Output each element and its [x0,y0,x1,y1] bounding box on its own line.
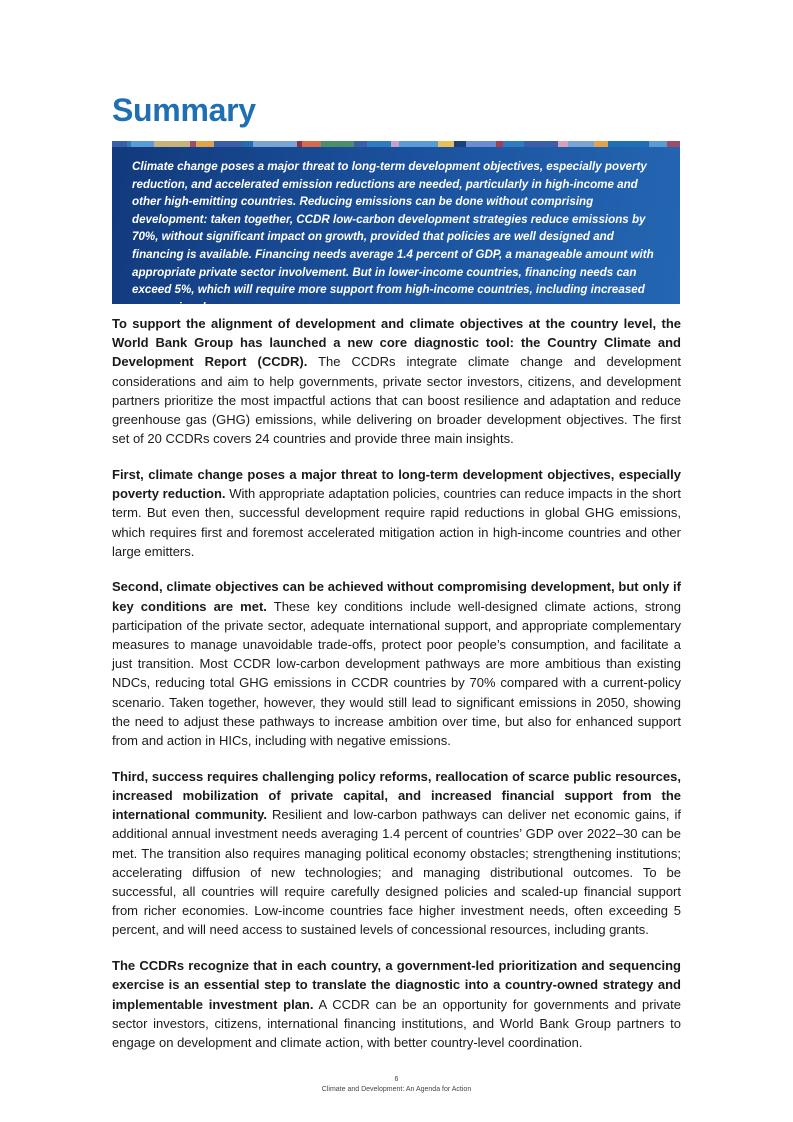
paragraph-body: These key conditions include well-designed climate actions, strong participation of the private sector, adequate international support, and appropriate complementary measures to manage unavoidable trade-offs, protect poor people’s consumption, and facilitate a just transition. Most CCDR low-carbon development pathways are more ambitious than existing NDCs, reducing total GHG emissions in CCDR countries by 70% compared with a current-policy scenario. Taken together, however, they would still lead to significant emissions in 2050, showing the need to adjust these pathways to increase ambition over time, but also for enhanced support from and action in HICs, including with negative emissions. [112,598,682,749]
paragraph-intro [112,314,681,448]
page-number: 6 [394,1076,399,1083]
paragraph-lead: Third, success requires challenging policy reforms, reallocation of scarce public resources, increased mobilization of private capital, and increased financial support from the international community. [112,768,681,823]
paragraph-conclusion [112,956,681,1052]
summary-box [112,147,680,314]
paragraph-body: With appropriate adaptation policies, countries can reduce impacts in the short term. But even then, successful development require rapid reductions in global GHG emissions, which requires first and foremost accelerated mitigation action in high-income countries and other large emitters. [112,486,681,559]
paragraph-lead: The CCDRs recognize that in each country, a government-led prioritization and sequencing exercise is an essential step to translate the diagnostic into a country-owned strategy and implementable investment plan. [112,958,681,1012]
summary-text: Climate change poses a major threat to long-term development objectives, especially poverty reduction, and accelerated emission reductions are needed, particularly in high-income and other high-emitting countries. Reducing emissions can be done without comprising development: taken together, CCDR low-carbon development strategies reduce emissions by 70%, without significant impact on growth, provided that policies are well designed and financing is available. Financing needs average 1.4 percent of GDP, a manageable amount with appropriate private sector involvement. But in lower-income countries, financing needs can exceed 5%, which will require more support from high-income countries, including increased concessional resources. [132,160,654,314]
paragraph-first-insight [112,465,681,561]
paragraph-body: A CCDR can be an opportunity for governments and private sector investors, citizens, international financing institutions, and World Bank Group partners to engage on development and climate action, with better country-level coordination. [112,996,682,1050]
footer-document-title: Climate and Development: An Agenda for Action [321,1086,472,1093]
paragraph-body: Resilient and low-carbon pathways can deliver net economic gains, if additional annual investment needs averaging 1.4 percent of countries’ GDP over 2022–30 can be met. The transition also requires managing political economy obstacles; strengthening institutions; accelerating diffusion of new technologies; and managing distributional outcomes. To be successful, all countries will require carefully designed policies and scaled-up financial support from richer economies. Low-income countries face higher investment needs, often exceeding 5 percent, and will need access to sustained levels of concessional resources, including grants. [112,807,681,938]
paragraph-body: The CCDRs integrate climate change and development considerations and aim to help governments, private sector investors, citizens, and development partners prioritize the most impactful actions that can boost resilience and adaptation and reduce greenhouse gas (GHG) emissions, while delivering on broader development objectives. The first set of 20 CCDRs covers 24 countries and provide three main insights. [112,354,681,447]
page-title: Summary [112,92,256,128]
body-text [112,314,681,1069]
paragraph-lead: Second, climate objectives can be achieved without compromising development, but only if key conditions are met. [112,579,681,614]
paragraph-third-insight [112,767,681,940]
paragraph-second-insight [112,577,681,750]
paragraph-lead: First, climate change poses a major threat to long-term development objectives, especially poverty reduction. [112,466,681,502]
paragraph-lead: To support the alignment of development and climate objectives at the country level, the World Bank Group has launched a new core diagnostic tool: the Country Climate and Development Report (CCDR). [112,316,681,370]
